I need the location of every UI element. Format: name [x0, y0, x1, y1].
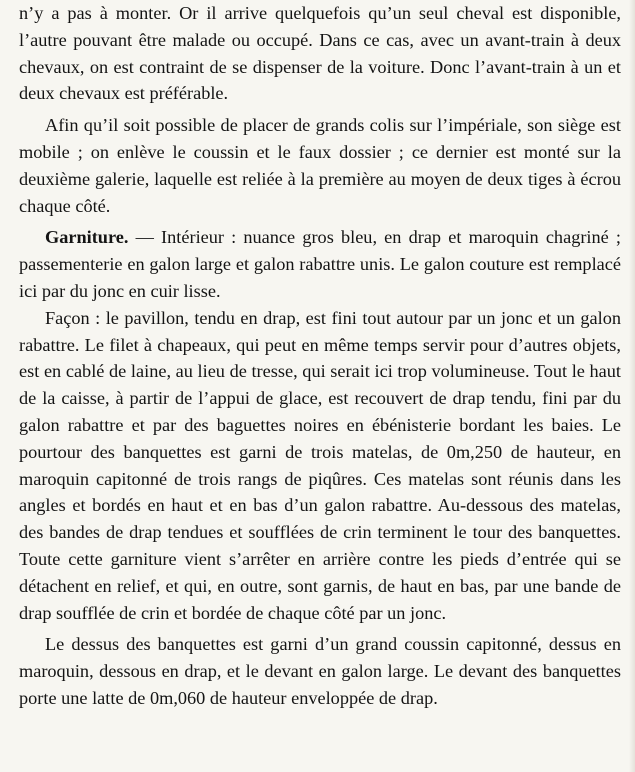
section-heading-garniture: Garniture.	[45, 227, 129, 248]
body-text	[19, 0, 621, 712]
paragraph-continuation: n’y a pas à monter. Or il arrive quelquefois qu’un seul cheval est disponible, l’autre pouvant être malade ou occupé. Dans ce cas, avec un avant-train à deux chevaux, on est contraint de se dispenser de la voiture. Donc l’avant-train à un et deux chevaux est préférable.	[19, 3, 621, 104]
paragraph-facon: Façon : le pavillon, tendu en drap, est fini tout autour par un jonc et un galon rabattre. Le filet à chapeaux, qui peut en même temps servir pour d’autres objets, est en cablé de laine, au lieu de tresse, qui serait ici trop volumineuse. Tout le haut de la caisse, à partir de l’appui de glace, est recouvert de drap tendu, fini par du galon rabattre et par des baguettes noires en ébénisterie bordant les baies. Le pourtour des banquettes est garni de trois matelas, de 0m,250 de hauteur, en maroquin capitonné de trois rangs de piqûres. Ces matelas sont réunis dans les angles et bordés en haut et en bas d’un galon rabattre. Au-dessous des matelas, des bandes de drap tendues et soufflées de crin terminent le tour des banquettes. Toute cette garniture vient s’arrêter en arrière contre les pieds d’entrée qui se détachent en relief, et qui, en outre, sont garnis, de haut en bas, par une bande de drap soufflée de crin et bordée de chaque côté par un jonc.	[19, 307, 621, 623]
paragraph-garniture	[19, 224, 621, 304]
paragraph-banquettes: Le dessus des banquettes est garni d’un grand coussin capitonné, dessus en maroquin, dessous en drap, et le devant en galon large. Le devant des banquettes porte une latte de 0m,060 de hauteur enveloppée de drap.	[19, 634, 621, 708]
page-edge-shadow	[629, 0, 635, 772]
paragraph-garniture-text: — Intérieur : nuance gros bleu, en drap et maroquin chagriné ; passementerie en galon large et galon rabattre unis. Le galon couture est remplacé ici par du jonc en cuir lisse.	[19, 227, 621, 301]
paragraph-imperiale: Afin qu’il soit possible de placer de grands colis sur l’impériale, son siège est mobile ; on enlève le coussin et le faux dossier ; ce dernier est monté sur la deuxième galerie, laquelle est reliée à la première au moyen de deux tiges à écrou chaque côté.	[19, 115, 621, 216]
